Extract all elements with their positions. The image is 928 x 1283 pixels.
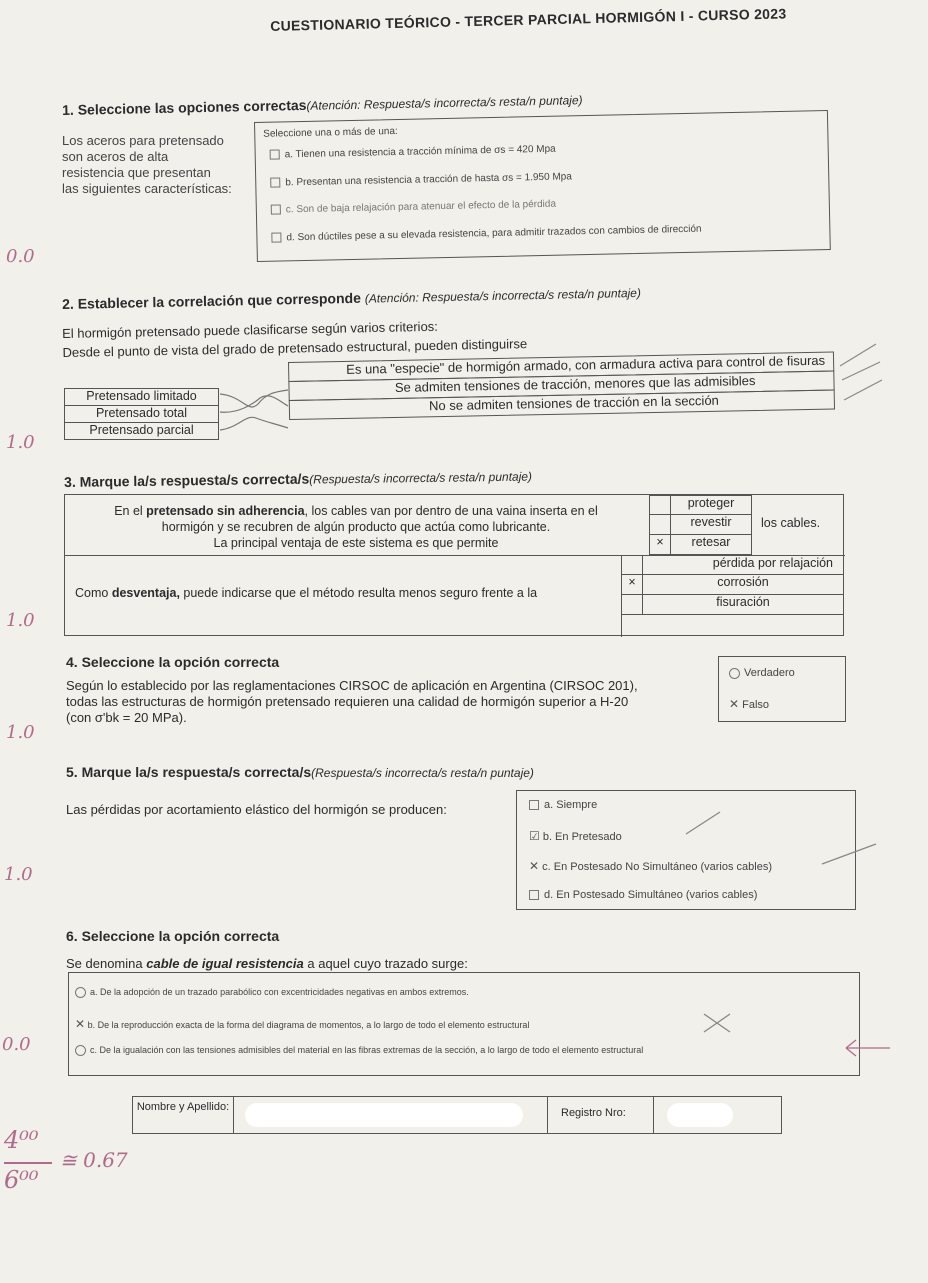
radio-icon[interactable]: [75, 1045, 86, 1056]
name-label: Nombre y Apellido:: [136, 1101, 230, 1113]
q3-row2-text: [75, 585, 537, 601]
q3-note: (Respuesta/s incorrecta/s resta/n puntaje): [309, 469, 533, 487]
q3-opt1-label: retesar: [670, 534, 752, 555]
q4-line: (con σ'bk = 20 MPa).: [66, 710, 187, 725]
q1-heading-text: 1. Seleccione las opciones correctas: [62, 96, 307, 118]
q1-instruction: Seleccione una o más de una:: [263, 125, 398, 140]
q3-opt2-mark[interactable]: ×: [621, 574, 643, 595]
q5-option-c[interactable]: [529, 859, 772, 873]
q1-score: 0.0: [6, 246, 35, 267]
q3-heading: [64, 467, 532, 490]
q3-opt1-label: revestir: [670, 514, 752, 535]
q3-row1-line2: hormigón y se recubren de algún producto que actúa como lubricante.: [161, 520, 551, 534]
q2-left-item[interactable]: Pretensado limitado: [64, 388, 219, 406]
matching-arrows-icon: [218, 384, 292, 444]
q2-right-item: Se admiten tensiones de tracción, menores que las admisibles: [288, 371, 834, 401]
q1-option-a[interactable]: [270, 144, 556, 161]
q6-prompt: [66, 956, 468, 972]
col-line: [547, 1097, 548, 1133]
q6-heading: 6. Seleccione la opción correcta: [66, 928, 280, 944]
q6-prompt-post: a aquel cuyo trazado surge:: [303, 956, 468, 971]
q2-score: 1.0: [6, 432, 35, 453]
q6-prompt-em: cable de igual resistencia: [146, 956, 304, 971]
q1-option-b[interactable]: [270, 171, 572, 188]
q5-heading-text: 5. Marque la/s respuesta/s correcta/s: [66, 764, 312, 780]
q3-row2-post: puede indicarse que el método resulta menos seguro frente a la: [179, 586, 538, 600]
q2-note: (Atención: Respuesta/s incorrecta/s resta/n puntaje): [364, 285, 642, 306]
q4-score: 1.0: [6, 722, 35, 743]
q2-left-item[interactable]: Pretensado parcial: [64, 422, 219, 440]
q6-option-c[interactable]: [75, 1045, 643, 1056]
q1-prompt-line: resistencia que presentan: [62, 165, 211, 180]
q6-option-label: a. De la adopción de un trazado parabólico con excentricidades negativas en ambos extremos.: [90, 987, 469, 997]
q3-heading-text: 3. Marque la/s respuesta/s correcta/s: [64, 470, 310, 490]
q2-right-item: No se admiten tensiones de tracción en la sección: [289, 390, 835, 420]
q5-note: (Respuesta/s incorrecta/s resta/n puntaje): [311, 766, 534, 780]
q3-row1-bold: pretensado sin adherencia: [146, 504, 305, 518]
q1-option-d[interactable]: [271, 224, 701, 244]
q5-option-label: d. En Postesado Simultáneo (varios cables): [544, 889, 758, 901]
q6-score: 0.0: [2, 1034, 31, 1055]
q6-option-label: c. De la igualación con las tensiones admisibles del material en las fibras extremas de la sección, a lo largo de todo el elemento estructural: [90, 1045, 644, 1055]
x-mark-icon: [700, 1010, 736, 1036]
checkbox-icon[interactable]: [270, 150, 280, 160]
total-result: ≅ 0.67: [60, 1148, 128, 1172]
registry-label: Registro Nro:: [561, 1107, 626, 1119]
q6-option-label: b. De la reproducción exacta de la forma del diagrama de momentos, a lo largo de todo el elemento estructural: [87, 1020, 530, 1030]
q2-intro: [62, 317, 527, 361]
q2-right-list: [288, 352, 835, 420]
checkbox-icon[interactable]: [271, 205, 281, 215]
q3-row1-line3: La principal ventaja de este sistema es que permite: [213, 536, 499, 550]
x-mark-icon[interactable]: ✕: [75, 1017, 86, 1031]
total-numerator: 4⁰⁰: [4, 1126, 39, 1154]
q4-option-true[interactable]: [729, 667, 795, 679]
q3-table: [64, 494, 844, 636]
page-title: CUESTIONARIO TEÓRICO - TERCER PARCIAL HORMIGÓN I - CURSO 2023: [270, 5, 787, 34]
q3-row2-pre: Como: [75, 586, 112, 600]
q5-option-label: b. En Pretesado: [542, 831, 622, 843]
registry-redacted[interactable]: [667, 1103, 733, 1127]
q2-left-item[interactable]: Pretensado total: [64, 405, 219, 423]
q2-intro-line: Desde el punto de vista del grado de pretensado estructural, pueden distinguirse: [62, 336, 528, 360]
col-line: [653, 1097, 654, 1133]
q4-heading: 4. Seleccione la opción correcta: [66, 654, 280, 670]
q2-right-item: Es una "especie" de hormigón armado, con armadura activa para control de fisuras: [288, 352, 834, 382]
checkbox-icon[interactable]: [529, 890, 539, 900]
q1-heading: [62, 91, 583, 118]
q3-score: 1.0: [6, 610, 35, 631]
q3-row1-post: , los cables van por dentro de una vaina inserta en el: [304, 504, 598, 518]
q1-prompt-line: son aceros de alta: [62, 149, 169, 164]
q3-opt1-mark[interactable]: [649, 495, 671, 515]
q2-left-list: [64, 388, 219, 440]
q6-answer-box: [68, 972, 860, 1076]
q3-suffix: los cables.: [761, 516, 821, 530]
total-denominator: 6⁰⁰: [4, 1166, 39, 1194]
q4-answer-box: [718, 656, 846, 722]
q5-option-b[interactable]: [529, 829, 622, 843]
q5-prompt: Las pérdidas por acortamiento elástico del hormigón se producen:: [66, 802, 447, 817]
check-stroke-icon: [684, 808, 724, 838]
name-redacted[interactable]: [245, 1103, 523, 1127]
arrow-mark-icon: [820, 840, 880, 870]
col-line: [233, 1097, 234, 1133]
q3-opt2-label: corrosión: [642, 574, 844, 595]
radio-icon[interactable]: [75, 987, 86, 998]
q5-option-label: c. En Postesado No Simultáneo (varios cables): [542, 861, 773, 873]
checkbox-icon[interactable]: [271, 233, 281, 243]
q6-option-b[interactable]: [75, 1017, 529, 1031]
q1-option-label: d. Son dúctiles pese a su elevada resistencia, para admitir trazados con cambios de dirección: [286, 223, 702, 244]
q2-heading-text: 2. Establecer la correlación que corresponde: [62, 289, 362, 312]
q4-statement: [66, 678, 716, 726]
q3-row1-text: [65, 503, 647, 551]
q1-prompt-line: las siguientes características:: [62, 181, 232, 196]
q3-opt2-mark[interactable]: [621, 594, 643, 615]
q3-opt2-mark[interactable]: [621, 555, 643, 575]
q1-note: (Atención: Respuesta/s incorrecta/s resta/n puntaje): [306, 93, 583, 113]
q5-heading: [66, 764, 534, 780]
q1-option-c[interactable]: [271, 199, 556, 216]
q1-answer-box: [254, 110, 831, 262]
q5-option-a[interactable]: [529, 799, 597, 811]
q6-option-a[interactable]: [75, 987, 469, 998]
student-info-box: [132, 1096, 782, 1134]
q1-option-label: a. Tienen una resistencia a tracción mínima de σs = 420 Mpa: [284, 143, 556, 161]
x-mark-icon[interactable]: ✕: [529, 859, 540, 873]
q4-option-label: Verdadero: [744, 667, 795, 679]
arrow-mark-icon: [842, 1036, 892, 1060]
x-mark-icon[interactable]: ✕: [729, 697, 740, 711]
q2-intro-line: El hormigón pretensado puede clasificarse según varios criterios:: [62, 318, 438, 341]
q4-line: Según lo establecido por las reglamentaciones CIRSOC de aplicación en Argentina (CIRSOC 201),: [66, 678, 638, 693]
check-mark-icon[interactable]: ☑: [529, 829, 540, 843]
q5-option-label: a. Siempre: [544, 799, 598, 811]
q3-row2-bold: desventaja,: [111, 586, 180, 600]
q3-opt1-mark[interactable]: [649, 514, 671, 535]
q1-prompt-line: Los aceros para pretensado: [62, 133, 224, 148]
q4-option-false[interactable]: [729, 697, 769, 711]
q3-row1-pre: En el: [114, 504, 147, 518]
q1-option-label: c. Son de baja relajación para atenuar el efecto de la pérdida: [285, 198, 557, 216]
q4-line: todas las estructuras de hormigón pretensado requieren una calidad de hormigón superior a H-20: [66, 694, 629, 709]
q1-prompt: [62, 133, 247, 197]
q4-option-label: Falso: [742, 699, 770, 711]
q1-option-label: b. Presentan una resistencia a tracción de hasta σs = 1.950 Mpa: [285, 171, 572, 189]
q2-heading: [62, 284, 641, 312]
fraction-line: [4, 1162, 52, 1164]
check-marks-icon: [836, 340, 886, 410]
q5-option-d[interactable]: [529, 889, 757, 901]
checkbox-icon[interactable]: [529, 800, 539, 810]
q5-score: 1.0: [4, 864, 33, 885]
radio-icon[interactable]: [729, 668, 740, 679]
q3-opt2-label: fisuración: [642, 594, 844, 615]
q3-opt2-label: pérdida por relajación: [642, 555, 844, 575]
q3-opt1-label: proteger: [670, 495, 752, 515]
checkbox-icon[interactable]: [270, 178, 280, 188]
q6-prompt-pre: Se denomina: [66, 956, 147, 971]
q3-opt1-mark[interactable]: ×: [649, 534, 671, 555]
